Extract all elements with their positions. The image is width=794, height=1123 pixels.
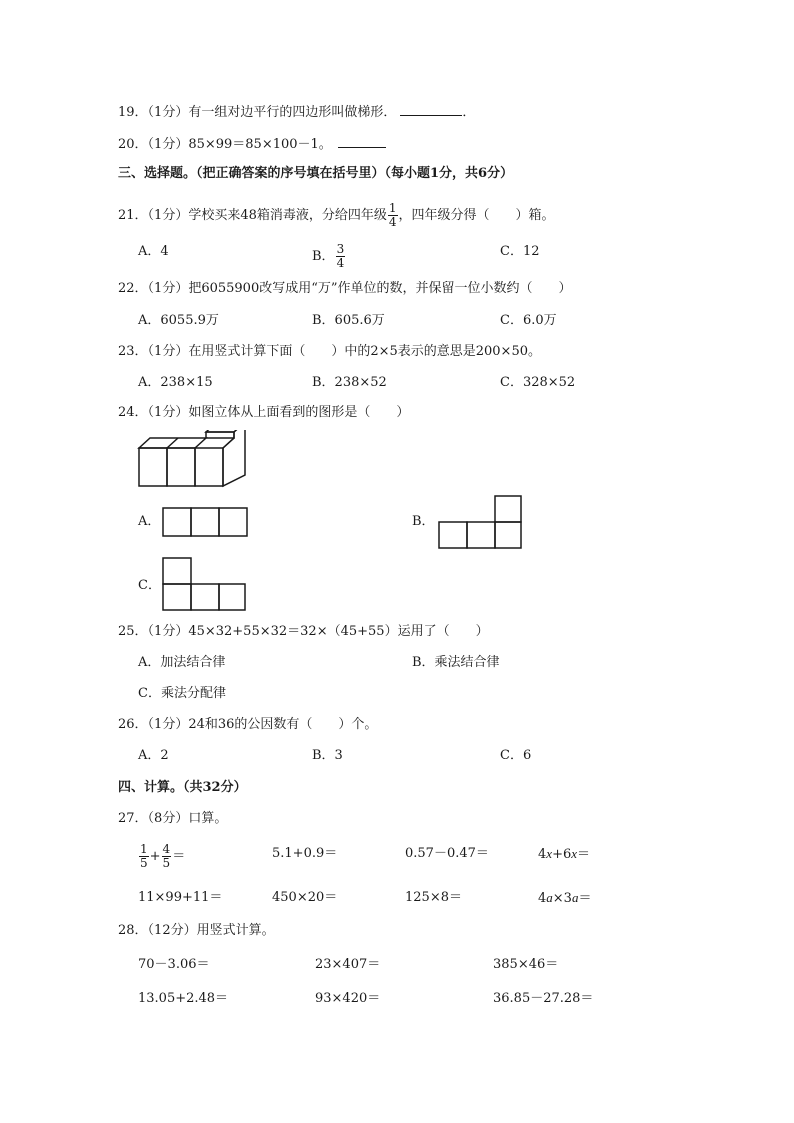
calc-item: 385×46＝ [493,957,559,972]
option-b-figure [436,494,526,552]
variable: x [546,846,553,861]
question-21 [118,202,555,229]
question-21-text-before: 21．（1分）学校买来48箱消毒液，分给四年级 [118,208,387,223]
option-c[interactable]: C．6 [500,748,532,763]
fraction-denominator: 4 [388,215,397,229]
back-cube-front [206,432,234,438]
option-a[interactable]: A．6055.9万 [138,313,219,328]
cube-front-1 [139,448,167,486]
fraction-one-fifth [139,843,149,870]
option-c[interactable]: C．乘法分配律 [138,686,226,701]
square [191,508,219,536]
square [495,522,521,548]
fraction-numerator: 1 [140,842,148,856]
section-3-title: 三、选择题。（把正确答案的序号填在括号里）（每小题1分，共6分） [118,166,514,181]
calc-item: 5.1+0.9＝ [272,846,338,861]
section-4-title: 四、计算。（共32分） [118,780,247,795]
question-19-text: 19．（1分）有一组对边平行的四边形叫做梯形． [118,105,397,120]
variable: a [546,890,553,905]
fraction-denominator: 5 [140,856,148,870]
fraction-three-quarters [336,243,346,270]
calc-item: 70－3.06＝ [138,957,210,972]
coefficient: 4 [538,891,547,906]
fraction-numerator: 1 [388,201,397,215]
term: +6 [552,847,572,862]
calc-item-algebra [538,889,591,908]
equals-sign: ＝ [577,847,591,862]
square [163,584,191,610]
back-cube-top [206,430,245,432]
fraction-one-quarter [388,202,398,229]
equals-sign: ＝ [578,891,592,906]
option-b[interactable]: B．3 [312,748,343,763]
calc-item: 0.57－0.47＝ [405,846,489,861]
square [163,508,191,536]
calc-item: 11×99+11＝ [138,890,223,905]
option-b[interactable]: B．605.6万 [312,313,385,328]
equals-sign: ＝ [172,849,186,864]
square [191,584,219,610]
square [219,508,247,536]
fraction-denominator: 4 [336,256,345,270]
option-c[interactable]: C． [138,578,161,593]
calc-fraction-sum [138,843,185,870]
plus-sign: + [149,849,161,864]
square [495,496,521,522]
answer-blank[interactable] [400,103,462,116]
fraction-numerator: 3 [336,242,345,256]
question-27-text: 27．（8分）口算。 [118,811,228,826]
option-c-figure [160,556,250,614]
option-b[interactable] [312,243,346,270]
cube-edge [167,438,178,448]
square [163,558,191,584]
question-20 [118,135,386,154]
square [439,522,467,548]
option-a[interactable]: A．2 [138,748,169,763]
question-23-text: 23．（1分）在用竖式计算下面（ ）中的2×5表示的意思是200×50。 [118,344,541,359]
cube-edge [223,438,234,448]
square [219,584,245,610]
option-b-prefix: B． [312,249,335,264]
calc-item: 36.85－27.28＝ [493,991,594,1006]
option-b[interactable]: B．238×52 [312,375,387,390]
option-b[interactable]: B．乘法结合律 [412,655,500,670]
question-26-text: 26．（1分）24和36的公因数有（ ）个。 [118,717,378,732]
square [467,522,495,548]
question-19 [118,103,475,122]
fraction-four-fifths [162,843,172,870]
fraction-numerator: 4 [162,842,171,856]
question-20-text: 20．（1分）85×99＝85×100－1。 [118,137,332,152]
calc-item: 13.05+2.48＝ [138,991,229,1006]
calc-item: 23×407＝ [315,957,381,972]
variable: a [571,890,579,905]
question-19-end: ． [462,105,476,120]
option-b[interactable]: B． [412,514,435,529]
question-22-text: 22．（1分）把6055900改写成用“万”作单位的数，并保留一位小数约（ ） [118,281,572,296]
calc-item: 450×20＝ [272,890,338,905]
question-25-text: 25．（1分）45×32+55×32＝32×（45+55）运用了（ ） [118,624,489,639]
calc-item: 125×8＝ [405,890,462,905]
option-c[interactable]: C．328×52 [500,375,576,390]
solid-figure [136,430,248,490]
option-a[interactable]: A．加法结合律 [138,655,226,670]
option-c[interactable]: C．12 [500,244,540,259]
cube-front-2 [167,448,195,486]
cube-front-3 [195,448,223,486]
option-a[interactable]: A．238×15 [138,375,213,390]
answer-blank[interactable] [338,135,386,148]
option-a[interactable]: A．4 [138,244,169,259]
question-24-text: 24．（1分）如图立体从上面看到的图形是（ ） [118,405,410,420]
variable: x [571,846,578,861]
fraction-denominator: 5 [162,856,171,870]
calc-item: 93×420＝ [315,991,381,1006]
term: ×3 [552,891,572,906]
option-a[interactable]: A． [138,514,161,529]
option-c[interactable]: C．6.0万 [500,313,557,328]
calc-item-algebra [538,845,590,864]
option-a-figure [160,506,250,538]
question-21-text-after: ，四年级分得（ ）箱。 [398,208,555,223]
coefficient: 4 [538,847,547,862]
question-28-text: 28．（12分）用竖式计算。 [118,923,275,938]
